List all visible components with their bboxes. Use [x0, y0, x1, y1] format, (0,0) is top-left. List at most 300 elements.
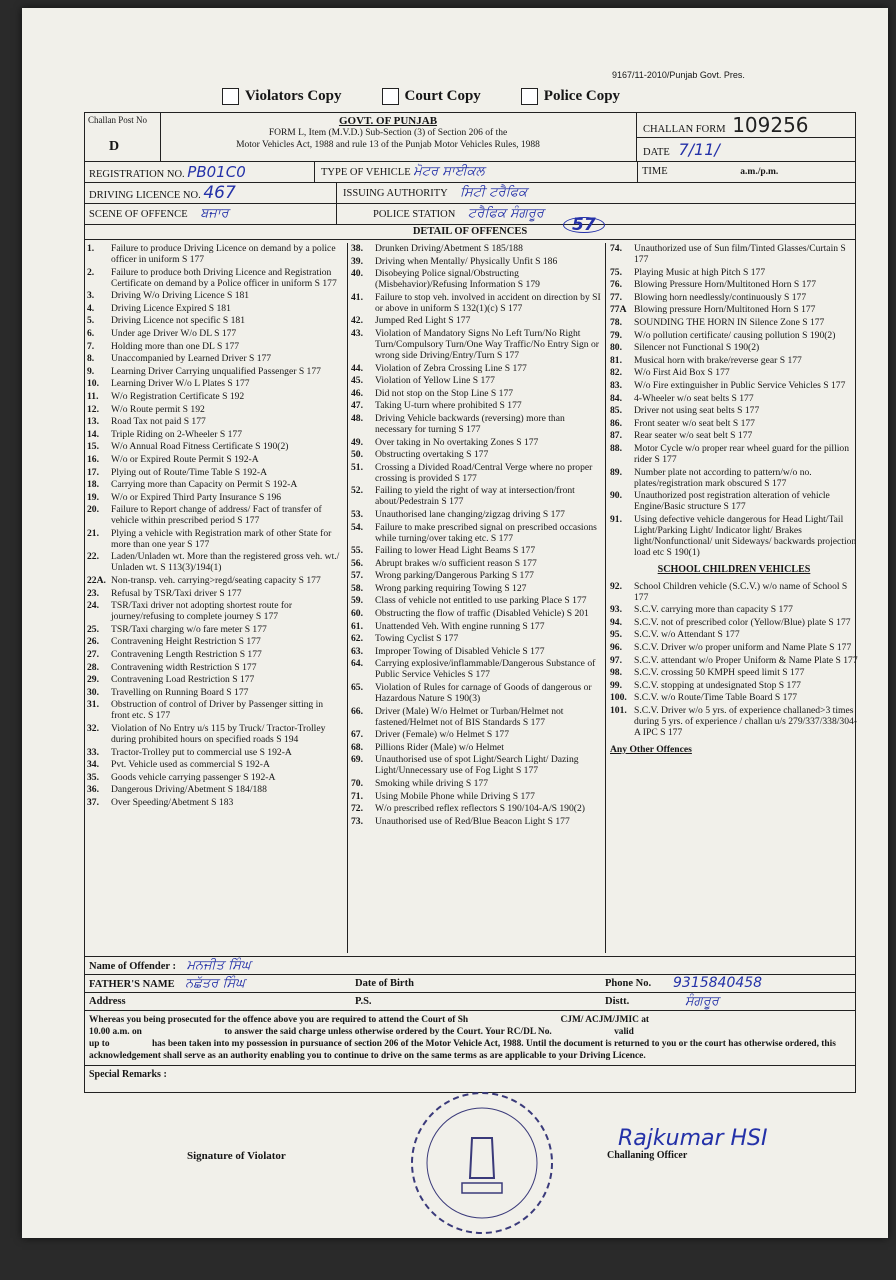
offence-text: Pillions Rider (Male) w/o Helmet	[375, 741, 504, 753]
offence-text: Laden/Unladen wt. More than the registered gross veh. wt./ Unladen wt. S 113(3)/194(1)	[111, 551, 340, 574]
offence-item	[610, 655, 858, 666]
offence-item	[87, 303, 343, 314]
offence-text: Dangerous Driving/Abetment S 184/188	[111, 784, 267, 796]
offence-item	[87, 467, 343, 478]
offence-item	[351, 583, 601, 594]
offence-column-2	[347, 243, 601, 953]
offence-item	[87, 600, 343, 622]
offence-text: Playing Music at high Pitch S 177	[634, 266, 766, 278]
offence-text: Obstruction of control of Driver by Passenger sitting in front etc. S 177	[111, 699, 324, 722]
offence-number: 25.	[87, 623, 99, 635]
offence-text: Class of vehicle not entitled to use parking Place S 177	[375, 595, 587, 607]
offence-item	[87, 636, 343, 647]
offence-item	[87, 759, 343, 770]
offence-text: Violation of No Entry u/s 115 by Truck/ Tractor-Trolley during prohibited hours on specified roads S 194	[111, 723, 326, 745]
offence-number: 14.	[87, 428, 99, 440]
offence-text: Crossing a Divided Road/Central Verge where no proper crossing is provided S 177	[375, 461, 593, 484]
offence-number: 58.	[351, 582, 363, 594]
offence-number: 96.	[610, 642, 622, 654]
offence-item	[610, 642, 858, 653]
offence-item	[351, 621, 601, 632]
offence-number: 3.	[87, 290, 95, 302]
official-seal	[402, 1083, 562, 1238]
offence-text: Disobeying Police signal/Obstructing (Misbehavior)/Refusing Information S 179	[375, 268, 540, 291]
offence-number: 64.	[351, 658, 363, 670]
offence-item	[87, 315, 343, 326]
offence-text: S.C.V. carrying more than capacity S 177	[634, 604, 793, 616]
form-title: GOVT. OF PUNJAB FORM L, Item (M.V.D.) Sub-Section (3) of Section 206 of the Motor Vehicles Act, 1988 and rule 13 of the Punjab Motor Vehicles Rules, 1988	[236, 115, 540, 150]
offence-text: Unattended Veh. With engine running S 177	[375, 620, 545, 632]
offence-text: Violation of Yellow Line S 177	[375, 375, 495, 387]
offence-item	[351, 545, 601, 556]
offence-number: 72.	[351, 803, 363, 815]
offence-text: Failing to lower Head Light Beams S 177	[375, 545, 536, 557]
offence-number: 89.	[610, 466, 622, 478]
offence-number: 62.	[351, 633, 363, 645]
offence-item	[610, 629, 858, 640]
signature-violator-label: Signature of Violator	[187, 1150, 286, 1162]
offence-item	[87, 504, 343, 526]
offence-item	[87, 492, 343, 503]
offence-number: 33.	[87, 746, 99, 758]
offence-number: 20.	[87, 504, 99, 516]
offence-text: Wrong parking/Dangerous Parking S 177	[375, 570, 534, 582]
offence-number: 53.	[351, 508, 363, 520]
offence-text: Towing Cyclist S 177	[375, 633, 459, 645]
offence-text: Holding more than one DL S 177	[111, 340, 240, 352]
offence-number: 92.	[610, 580, 622, 592]
offence-item	[351, 328, 601, 361]
offence-text: Over Speeding/Abetment S 183	[111, 796, 234, 808]
offence-item	[87, 341, 343, 352]
offence-item	[610, 443, 858, 465]
offence-text: Wrong parking requiring Towing S 127	[375, 582, 527, 594]
offence-text: W/o pollution certificate/ causing pollution S 190(2)	[634, 329, 836, 341]
licence-row: DRIVING LICENCE NO. 467 ISSUING AUTHORITY ਸਿਟੀ ਟਰੈਫਿਕ	[85, 183, 855, 204]
offence-item	[87, 551, 343, 573]
offence-number: 12.	[87, 403, 99, 415]
offence-number: 76.	[610, 279, 622, 291]
offence-number: 42.	[351, 315, 363, 327]
offence-number: 41.	[351, 291, 363, 303]
offence-text: Unaccompanied by Learned Driver S 177	[111, 353, 272, 365]
offence-number: 71.	[351, 790, 363, 802]
offence-text: Unauthorised use of Red/Blue Beacon Light S 177	[375, 815, 570, 827]
offence-text: Driver not using seat belts S 177	[634, 405, 760, 417]
offence-item	[610, 355, 858, 366]
offence-number: 78.	[610, 316, 622, 328]
date-time: DATE 7/11/	[643, 140, 720, 159]
copy-option-police[interactable]: Police Copy	[521, 88, 620, 105]
offence-number: 100.	[610, 692, 627, 704]
offence-text: Failure to stop veh. involved in accident on direction by SI or above in uniform S 132(1)(c) S 177	[375, 291, 601, 314]
offence-item	[610, 317, 858, 328]
challan-number: CHALLAN FORM 109256	[637, 113, 855, 138]
offence-item	[351, 778, 601, 789]
offence-text: W/o Fire extinguisher in Public Service Vehicles S 177	[634, 379, 846, 391]
checkbox-icon	[521, 88, 538, 105]
offence-item	[87, 429, 343, 440]
offence-item	[351, 803, 601, 814]
offence-number: 2.	[87, 266, 95, 278]
offence-number: 37.	[87, 796, 99, 808]
offence-text: W/o Route permit S 192	[111, 403, 205, 415]
offence-item	[351, 375, 601, 386]
offence-text: Carrying more than Capacity on Permit S 192-A	[111, 479, 298, 491]
offence-number: 46.	[351, 387, 363, 399]
checkbox-icon	[222, 88, 239, 105]
police-station-value: ਟਰੈਫਿਕ ਸੰਗਰੂਰ	[467, 206, 544, 221]
offence-item	[87, 353, 343, 364]
offence-text: Musical horn with brake/reverse gear S 177	[634, 354, 802, 366]
offence-number: 28.	[87, 661, 99, 673]
offence-text: Number plate not according to pattern/w/o no. plates/registration mark obscured S 177	[634, 466, 812, 489]
offence-number: 52.	[351, 485, 363, 497]
offence-number: 59.	[351, 595, 363, 607]
scene-value: ਬਜਾਰ	[200, 206, 229, 221]
offence-item	[87, 267, 343, 289]
offence-number: 18.	[87, 479, 99, 491]
copy-selector	[222, 88, 620, 105]
offence-text: Jumped Red Light S 177	[375, 315, 471, 327]
offence-item	[351, 243, 601, 254]
offence-text: Triple Riding on 2-Wheeler S 177	[111, 428, 243, 440]
offence-number: 91.	[610, 513, 622, 525]
offence-item	[351, 742, 601, 753]
offence-text: Under age Driver W/o DL S 177	[111, 327, 237, 339]
offence-item	[351, 646, 601, 657]
offence-text: Unauthorised lane changing/zigzag driving S 177	[375, 508, 565, 520]
offence-text: S.C.V. w/o Route/Time Table Board S 177	[634, 692, 798, 704]
offence-text: S.C.V. Driver w/o 5 yrs. of experience challaned>3 times during 5 yrs. of experience / challan u/s 279/337/338/304-A IPC S 177	[634, 705, 858, 739]
offence-number: 97.	[610, 654, 622, 666]
offence-item	[351, 791, 601, 802]
offence-item	[87, 674, 343, 685]
offence-number: 77.	[610, 291, 622, 303]
offence-text: Taking U-turn where prohibited S 177	[375, 400, 522, 412]
offence-item	[87, 784, 343, 795]
offence-number: 4.	[87, 302, 95, 314]
offence-item	[351, 268, 601, 290]
offence-text: 4-Wheeler w/o seat belts S 177	[634, 392, 754, 404]
offender-section	[85, 956, 855, 1092]
offence-number: 7.	[87, 340, 95, 352]
offence-item	[351, 509, 601, 520]
offence-number: 86.	[610, 417, 622, 429]
offence-number: 61.	[351, 620, 363, 632]
offence-text: Rear seater w/o seat belt S 177	[634, 430, 753, 442]
offence-number: 30.	[87, 686, 99, 698]
registration-row: REGISTRATION NO. PB01C0 TYPE OF VEHICLE ਮੋਟਰ ਸਾਈਕਲ TIME a.m./p.m.	[85, 162, 855, 183]
issuing-value: ਸਿਟੀ ਟਰੈਫਿਕ	[459, 185, 528, 200]
offence-text: Obstructing the flow of traffic (Disabled Vehicle) S 201	[375, 608, 589, 620]
licence-value: 467	[203, 183, 236, 203]
offence-number: 15.	[87, 441, 99, 453]
offence-text: Over taking in No overtaking Zones S 177	[375, 436, 539, 448]
offence-text: Plying out of Route/Time Table S 192-A	[111, 466, 268, 478]
offence-text: W/o prescribed reflex reflectors S 190/104-A/S 190(2)	[375, 803, 585, 815]
offence-number: 66.	[351, 705, 363, 717]
offence-number: 31.	[87, 699, 99, 711]
offence-text: Did not stop on the Stop Line S 177	[375, 387, 514, 399]
offence-item	[87, 404, 343, 415]
offence-number: 49.	[351, 436, 363, 448]
offender-name-row: Name of Offender : ਮਨਜੀਤ ਸਿੰਘ	[85, 956, 855, 974]
offence-item	[87, 575, 343, 586]
offence-number: 21.	[87, 527, 99, 539]
offence-number: 27.	[87, 649, 99, 661]
offence-number: 24.	[87, 600, 99, 612]
offence-item	[351, 608, 601, 619]
offence-number: 85.	[610, 405, 622, 417]
offence-text: Non-transp. veh. carrying>regd/seating capacity S 177	[111, 575, 321, 587]
offence-item	[351, 816, 601, 827]
offence-text: Abrupt brakes w/o sufficient reason S 177	[375, 557, 537, 569]
offence-number: 99.	[610, 679, 622, 691]
offence-text: W/o or Expired Route Permit S 192-A	[111, 453, 259, 465]
offence-item	[87, 328, 343, 339]
offence-item	[610, 304, 858, 315]
offence-text: Failure to produce both Driving Licence and Registration Certificate on demand by a Police officer in uniform S 177	[111, 266, 337, 289]
offence-number: 44.	[351, 362, 363, 374]
offence-item	[87, 366, 343, 377]
offence-number: 5.	[87, 315, 95, 327]
offence-text: Driver (Female) w/o Helmet S 177	[375, 729, 510, 741]
offence-item	[610, 393, 858, 404]
phone-value: 9315840458	[673, 975, 763, 991]
offence-item	[351, 558, 601, 569]
offence-number: 34.	[87, 759, 99, 771]
offence-text: Driving Licence not specific S 181	[111, 315, 246, 327]
offence-item	[610, 330, 858, 341]
offence-item	[351, 400, 601, 411]
offence-item	[351, 729, 601, 740]
offence-number: 43.	[351, 327, 363, 339]
offence-text: Smoking while driving S 177	[375, 778, 488, 789]
offence-number: 69.	[351, 754, 363, 766]
offence-column-1	[87, 243, 343, 810]
vehicle-type-value: ਮੋਟਰ ਸਾਈਕਲ	[413, 164, 485, 179]
details-title: DETAIL OF OFFENCES 57	[85, 225, 855, 240]
offence-text: S.C.V. stopping at undesignated Stop S 177	[634, 679, 801, 691]
offence-text: Improper Towing of Disabled Vehicle S 177	[375, 645, 545, 657]
offence-text: W/o or Expired Third Party Insurance S 196	[111, 491, 282, 503]
challan-form	[84, 112, 856, 1093]
offence-text: Goods vehicle carrying passenger S 192-A	[111, 771, 276, 783]
offence-text: Using Mobile Phone while Driving S 177	[375, 790, 535, 802]
offence-number: 38.	[351, 243, 363, 254]
offence-text: Learning Driver W/o L Plates S 177	[111, 378, 250, 390]
offence-item	[351, 413, 601, 435]
offence-item	[87, 416, 343, 427]
offence-item	[610, 380, 858, 391]
offence-text: Failing to yield the right of way at intersection/front about/Pedestrain S 177	[375, 485, 575, 508]
offence-item	[351, 256, 601, 267]
offence-item	[351, 522, 601, 544]
offence-number: 90.	[610, 490, 622, 502]
offence-item	[351, 388, 601, 399]
offence-item	[87, 797, 343, 808]
challan-document	[22, 8, 888, 1238]
scene-row: SCENE OF OFFENCE ਬਜਾਰ POLICE STATION ਟਰੈਫਿਕ ਸੰਗਰੂਰ	[85, 204, 855, 225]
offence-item	[351, 570, 601, 581]
offence-text: Failure to make prescribed signal on prescribed occasions while turning/over taking etc. S 177	[375, 521, 597, 544]
offence-item	[610, 581, 858, 603]
address-row: Address P.S. Distt. ਸੰਗਰੂਰ	[85, 992, 855, 1010]
offence-number: 68.	[351, 741, 363, 753]
offence-number: 29.	[87, 674, 99, 686]
offence-number: 26.	[87, 636, 99, 648]
offence-text: Road Tax not paid S 177	[111, 416, 206, 428]
offence-item	[87, 662, 343, 673]
offence-text: Blowing pressure Horn/Multitoned Horn S 177	[634, 304, 816, 316]
offence-text: Carrying explosive/inflammable/Dangerous Substance of Public Service Vehicles S 177	[375, 658, 596, 681]
offence-text: S.C.V. w/o Attendant S 177	[634, 629, 740, 641]
offence-number: 88.	[610, 442, 622, 454]
offence-item	[87, 649, 343, 660]
offence-number: 6.	[87, 327, 95, 339]
offence-number: 39.	[351, 255, 363, 267]
offender-name-value: ਮਨਜੀਤ ਸਿੰਘ	[186, 958, 251, 973]
offence-text: Pvt. Vehicle used as commercial S 192-A	[111, 759, 270, 771]
offence-item	[87, 290, 343, 301]
offence-item	[610, 367, 858, 378]
offence-number: 67.	[351, 729, 363, 741]
offence-item	[610, 692, 858, 703]
offence-item	[87, 723, 343, 745]
offence-text: TSR/Taxi driver not adopting shortest route for journey/refusing to complete journey S 177	[111, 600, 293, 623]
offence-number: 56.	[351, 557, 363, 569]
offence-number: 1.	[87, 243, 95, 254]
offence-text: Driving when Mentally/ Physically Unfit S 186	[375, 255, 558, 267]
offence-text: Silencer not Functional S 190(2)	[634, 342, 760, 354]
offence-item	[87, 772, 343, 783]
offence-item	[610, 430, 858, 441]
offence-text: Tractor-Trolley put to commercial use S 192-A	[111, 746, 292, 758]
offence-item	[351, 485, 601, 507]
offence-number: 77A	[610, 304, 627, 316]
offence-text: S.C.V. not of prescribed color (Yellow/Blue) plate S 177	[634, 616, 851, 628]
offence-number: 101.	[610, 705, 627, 717]
offence-item	[87, 441, 343, 452]
offence-number: 32.	[87, 723, 99, 734]
any-other-offences: Any Other Offences	[610, 744, 692, 756]
offence-text: Obstructing overtaking S 177	[375, 449, 489, 461]
offence-text: Violation of Mandatory Signs No Left Turn/No Right Turn/Compulsory Turn/One Way Traffic/No Entry Sign or wrong side Driving/Entry/Turn S 177	[375, 327, 599, 361]
offence-text: Contravening width Restriction S 177	[111, 661, 257, 673]
special-remarks: Special Remarks :	[85, 1065, 855, 1092]
offence-number: 87.	[610, 430, 622, 442]
offence-text: Contravening Height Restriction S 177	[111, 636, 261, 648]
offence-item	[87, 699, 343, 721]
offence-number: 47.	[351, 400, 363, 412]
offence-item	[351, 449, 601, 460]
offence-number: 73.	[351, 815, 363, 827]
offence-text: Front seater w/o seat belt S 177	[634, 417, 755, 429]
offence-text: S.C.V. attendant w/o Proper Uniform & Name Plate S 177	[634, 654, 858, 666]
offence-item	[610, 405, 858, 416]
offence-item	[610, 490, 858, 512]
offence-text: W/o Annual Road Fitness Certificate S 190(2)	[111, 441, 289, 453]
offence-item	[610, 418, 858, 429]
offence-number: 22A.	[87, 575, 106, 587]
copy-option-violator[interactable]: Violators Copy	[222, 88, 342, 105]
offence-item	[610, 680, 858, 691]
offence-text: Contravening Length Restriction S 177	[111, 649, 262, 661]
offence-number: 81.	[610, 354, 622, 366]
offence-number: 75.	[610, 266, 622, 278]
offence-item	[351, 363, 601, 374]
marked-offence: 57	[563, 217, 605, 233]
challan-post: Challan Post No D	[85, 113, 161, 161]
offence-number: 54.	[351, 521, 363, 533]
offence-number: 40.	[351, 268, 363, 280]
offence-item	[610, 514, 858, 558]
officer-signature: Rajkumar HSI	[618, 1126, 768, 1151]
offence-number: 51.	[351, 461, 363, 473]
offence-text: Driver (Male) W/o Helmet or Turban/Helmet not fastened/Helmet not of BIS Standards S 177	[375, 705, 564, 728]
offence-number: 95.	[610, 629, 622, 641]
offence-item	[87, 479, 343, 490]
offence-text: Failure to produce Driving Licence on demand by a police officer in uniform S 177	[111, 243, 336, 265]
registration-value: PB01C0	[187, 163, 246, 181]
offence-list	[85, 240, 858, 956]
copy-option-court[interactable]: Court Copy	[382, 88, 481, 105]
form-header	[85, 113, 855, 162]
offence-text: Unauthorised use of spot Light/Search Light/ Dazing Light/Unnecessary use of Fog Light S 177	[375, 754, 579, 777]
offence-item	[87, 747, 343, 758]
offence-item	[87, 378, 343, 389]
offence-item	[351, 658, 601, 680]
offence-item	[610, 667, 858, 678]
offence-text: Plying a vehicle with Registration mark of other State for more than one year S 177	[111, 527, 332, 550]
offence-item	[87, 624, 343, 635]
offence-number: 94.	[610, 616, 622, 628]
challan-meta	[636, 113, 855, 161]
offence-item	[610, 342, 858, 353]
offence-item	[87, 687, 343, 698]
offence-item	[610, 467, 858, 489]
offence-number: 82.	[610, 367, 622, 379]
offence-number: 70.	[351, 778, 363, 789]
offence-text: Driving Licence Expired S 181	[111, 302, 231, 314]
offence-item	[610, 705, 858, 738]
offence-text: Failure to Report change of address/ Fact of transfer of vehicle within prescribed period S 177	[111, 504, 322, 527]
father-name-row: FATHER'S NAME ਨਛੱਤਰ ਸਿੰਘ Date of Birth Phone No. 9315840458	[85, 974, 855, 992]
offence-text: TSR/Taxi charging w/o fare meter S 177	[111, 623, 267, 635]
offence-number: 35.	[87, 771, 99, 783]
offence-number: 83.	[610, 379, 622, 391]
offence-text: W/o Registration Certificate S 192	[111, 390, 245, 402]
offence-item	[351, 462, 601, 484]
offence-item	[610, 267, 858, 278]
offence-number: 16.	[87, 453, 99, 465]
offence-item	[610, 243, 858, 265]
offence-item	[610, 604, 858, 615]
offence-text: Unauthorized use of Sun film/Tinted Glasses/Curtain S 177	[634, 243, 846, 265]
offence-number: 55.	[351, 545, 363, 557]
offence-number: 84.	[610, 392, 622, 404]
offence-number: 57.	[351, 570, 363, 582]
offence-number: 11.	[87, 390, 99, 402]
offence-text: W/o First Aid Box S 177	[634, 367, 730, 379]
offence-text: Driving Vehicle backwards (reversing) more than necessary for turning S 177	[375, 412, 565, 435]
offence-text: Travelling on Running Board S 177	[111, 686, 249, 698]
offence-item	[351, 682, 601, 704]
offence-text: Learning Driver Carrying unqualified Passenger S 177	[111, 365, 321, 377]
offence-number: 19.	[87, 491, 99, 503]
offence-item	[351, 292, 601, 314]
